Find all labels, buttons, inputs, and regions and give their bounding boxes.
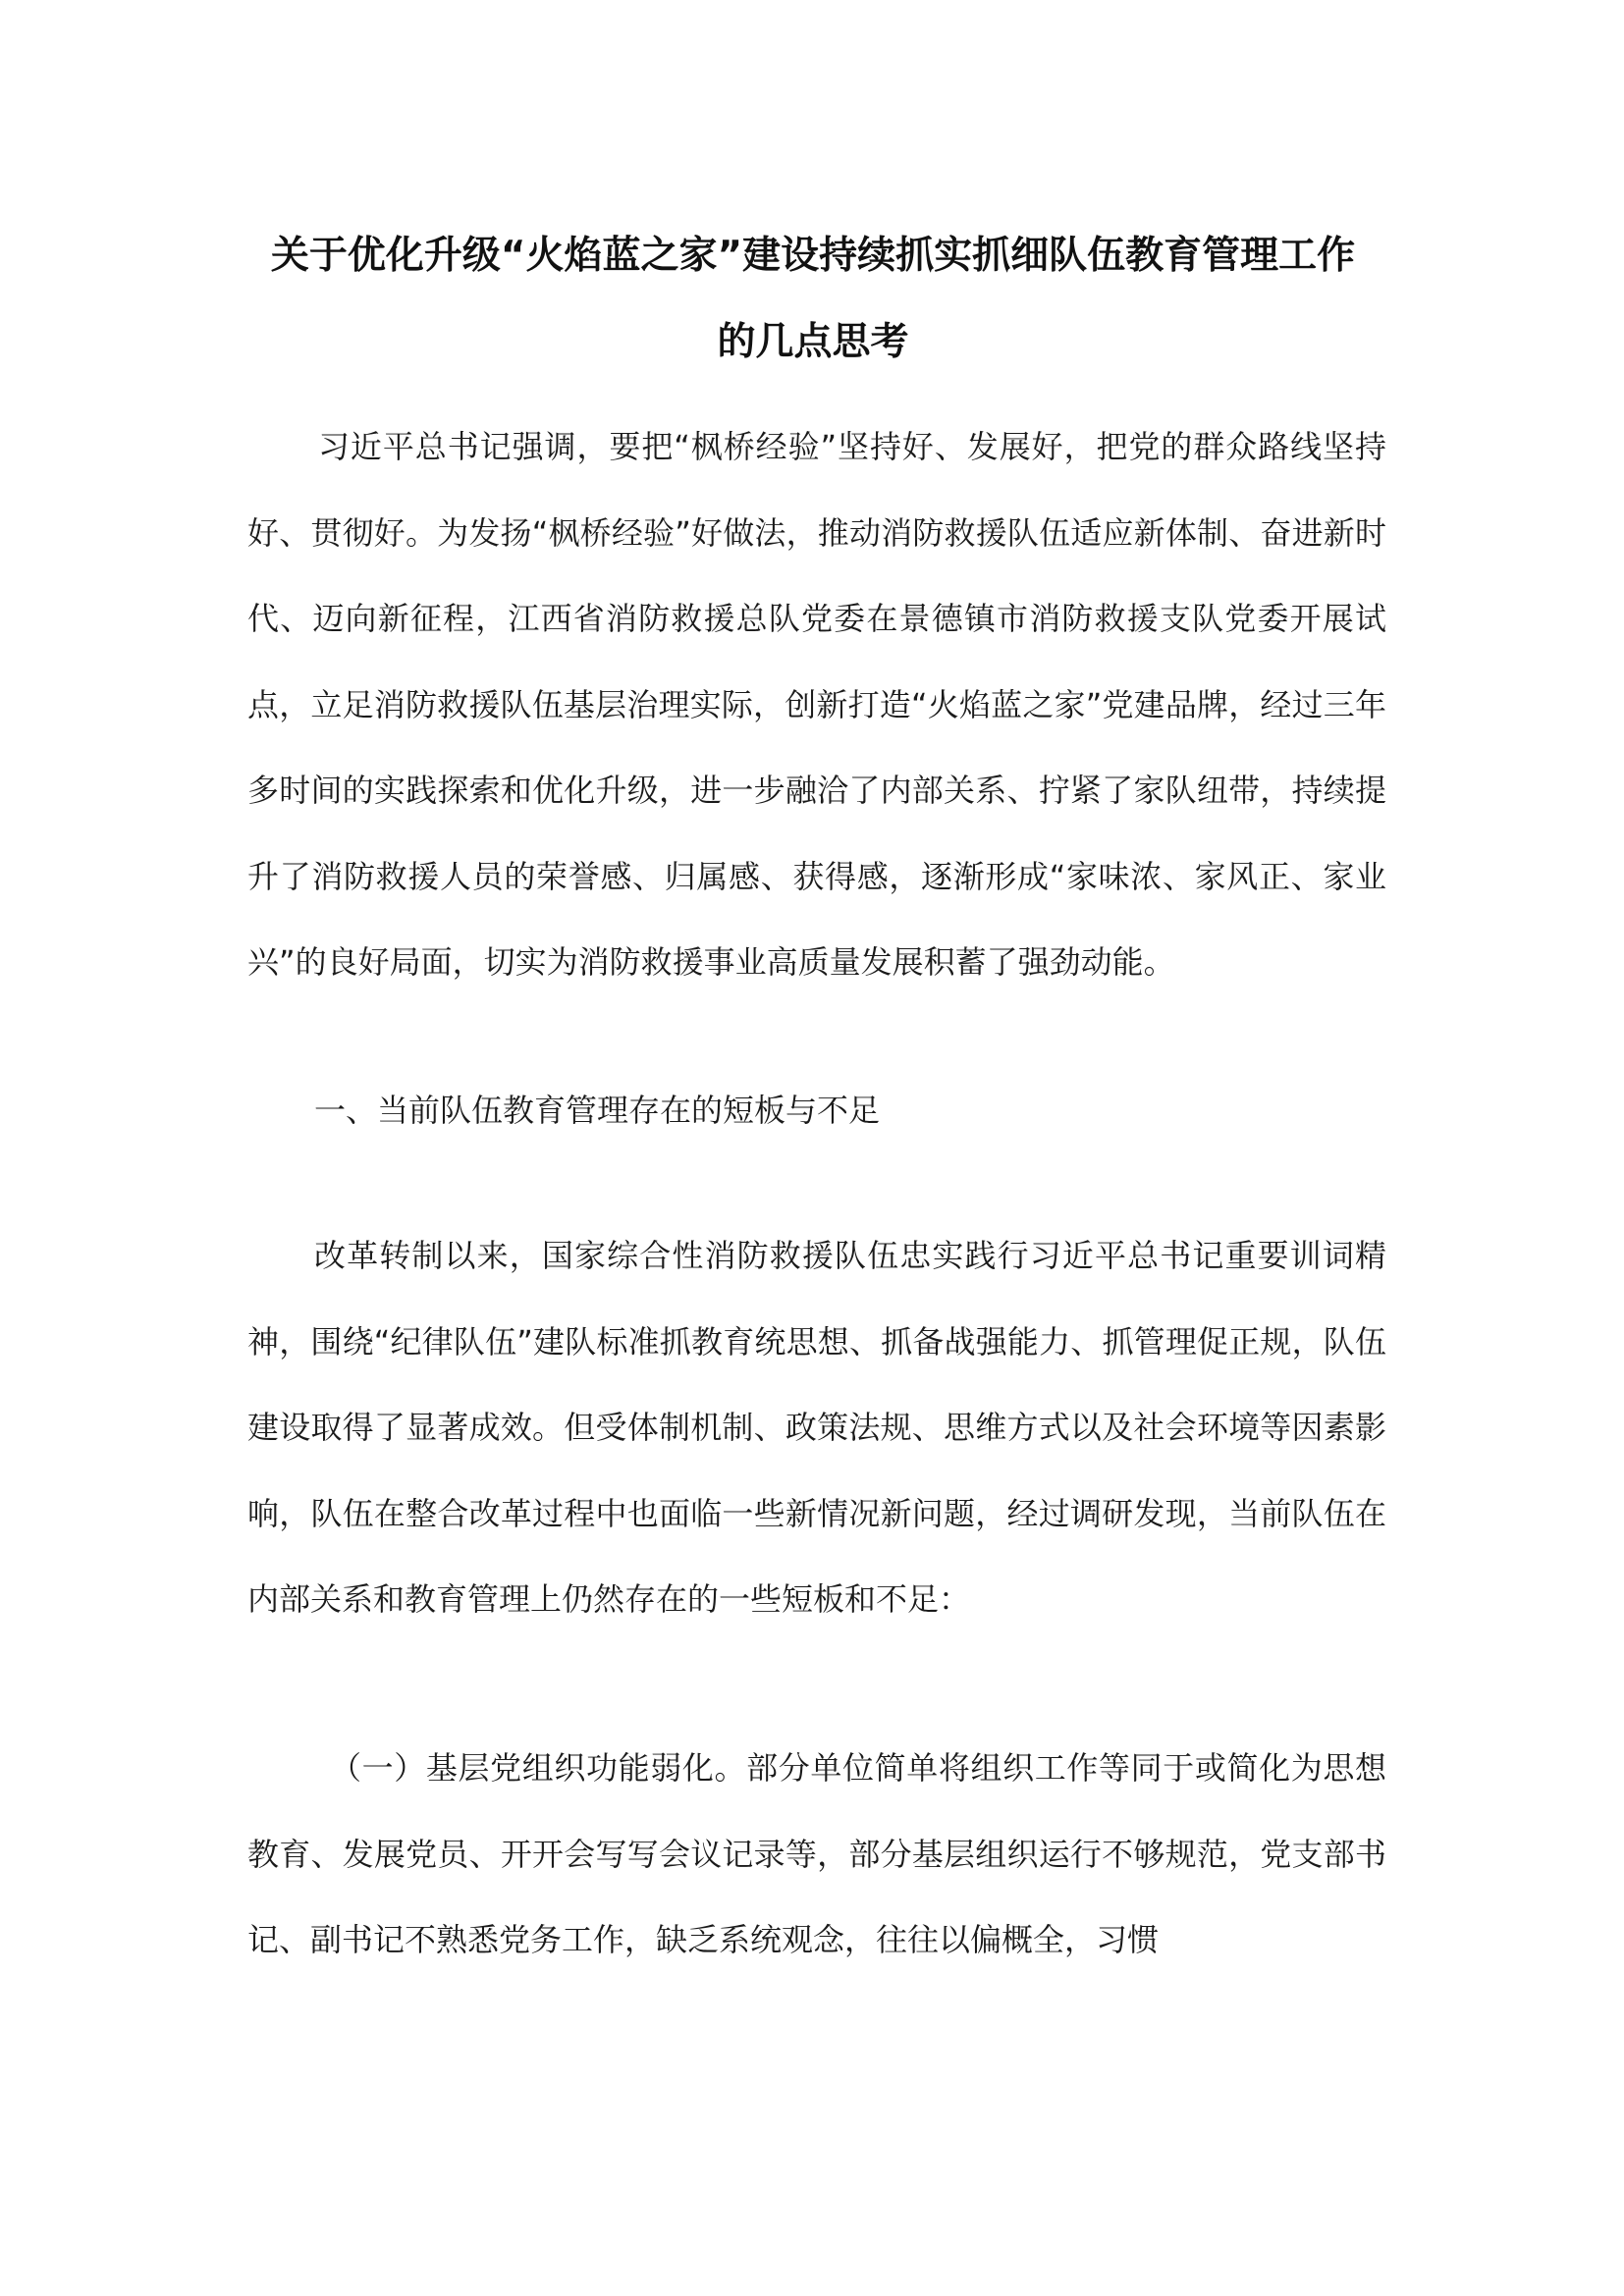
subsection-1-paragraph: （一）基层党组织功能弱化。部分单位简单将组织工作等同于或简化为思想教育、发展党员、开开会写写会议记录等，部分基层组织运行不够规范，党支部书记、副书记不熟悉党务工作，缺乏系统观念，往往以偏概全，习惯 [247,1749,1386,1958]
document-title-line-1: 关于优化升级“火焰蓝之家”建设持续抓实抓细队伍教育管理工作 [270,234,1356,278]
document-title-line-2: 的几点思考 [717,320,909,364]
section-1-paragraph: 改革转制以来，国家综合性消防救援队伍忠实践行习近平总书记重要训词精神，围绕“纪律队伍”建队标准抓教育统思想、抓备战强能力、抓管理促正规，队伍建设取得了显著成效。但受体制机制、政策法规、思维方式以及社会环境等因素影响，队伍在整合改革过程中也面临一些新情况新问题，经过调研发现，当前队伍在内部关系和教育管理上仍然存在的一些短板和不足： [247,1237,1386,1618]
intro-paragraph: 习近平总书记强调，要把“枫桥经验”坚持好、发展好，把党的群众路线坚持好、贯彻好。为发扬“枫桥经验”好做法，推动消防救援队伍适应新体制、奋进新时代、迈向新征程，江西省消防救援总队党委在景德镇市消防救援支队党委开展试点，立足消防救援队伍基层治理实际，创新打造“火焰蓝之家”党建品牌，经过三年多时间的实践探索和优化升级，进一步融洽了内部关系、拧紧了家队纽带，持续提升了消防救援人员的荣誉感、归属感、获得感，逐渐形成“家味浓、家风正、家业兴”的良好局面，切实为消防救援事业高质量发展积蓄了强劲动能。 [247,428,1386,981]
section-heading-1: 一、当前队伍教育管理存在的短板与不足 [314,1092,881,1129]
